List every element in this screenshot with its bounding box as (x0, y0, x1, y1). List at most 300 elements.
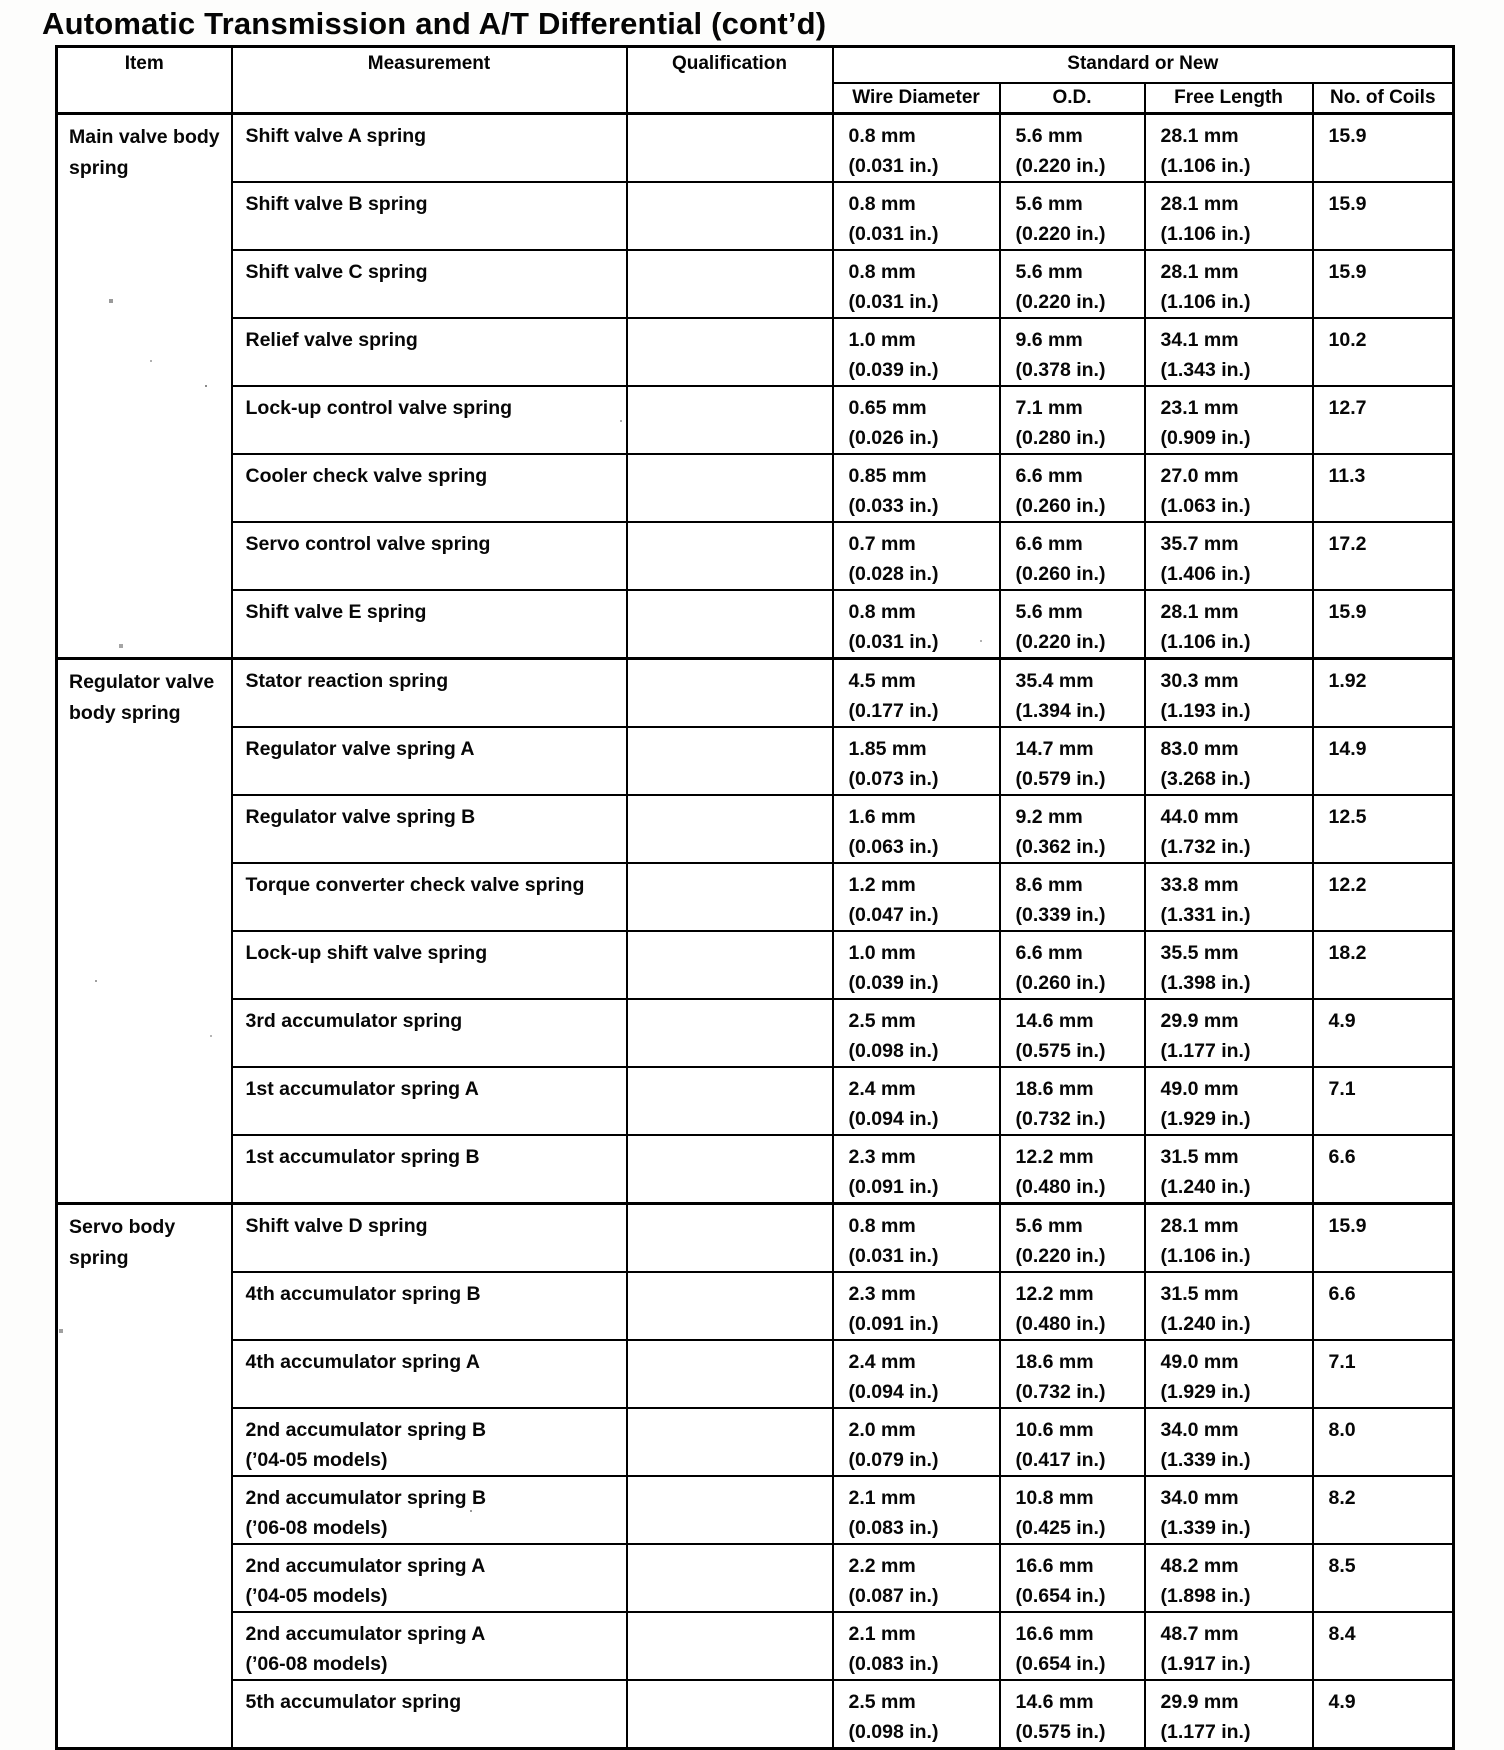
free-length-mm: 28.1 mm (1160, 261, 1239, 283)
od-mm: 18.6 mm (1015, 1351, 1094, 1373)
no-of-coils-cell: 4.9 (1313, 1680, 1454, 1749)
free-length-mm: 31.5 mm (1160, 1283, 1239, 1305)
od-mm: 18.6 mm (1015, 1078, 1094, 1100)
od-cell (1000, 1408, 1145, 1476)
measurement-text: Cooler check valve spring (245, 465, 488, 487)
item-label-line: body spring (69, 702, 181, 724)
measurement-model-note: (’06-08 models) (245, 1517, 388, 1539)
wire-diameter-in: (0.091 in.) (848, 1176, 939, 1198)
table-row (57, 1340, 1454, 1408)
scan-noise (0, 0, 2, 2)
measurement-cell (232, 250, 627, 318)
measurement-cell (232, 1612, 627, 1680)
no-of-coils-cell: 8.5 (1313, 1544, 1454, 1612)
od-mm: 35.4 mm (1015, 670, 1094, 692)
spec-table-body (57, 114, 1454, 1749)
measurement-cell (232, 1135, 627, 1204)
no-of-coils-cell: 10.2 (1313, 318, 1454, 386)
od-mm: 16.6 mm (1015, 1555, 1094, 1577)
wire-diameter-mm: 2.5 mm (848, 1010, 916, 1032)
od-mm: 12.2 mm (1015, 1146, 1094, 1168)
free-length-mm: 48.7 mm (1160, 1623, 1239, 1645)
free-length-mm: 28.1 mm (1160, 125, 1239, 147)
table-row (57, 727, 1454, 795)
measurement-text: 4th accumulator spring B (245, 1283, 481, 1305)
table-header (57, 47, 1454, 114)
measurement-text: Torque converter check valve spring (245, 874, 585, 896)
free-length-in: (1.106 in.) (1160, 1245, 1251, 1267)
free-length-mm: 48.2 mm (1160, 1555, 1239, 1577)
measurement-cell (232, 659, 627, 728)
measurement-cell (232, 1680, 627, 1749)
od-cell (1000, 114, 1145, 183)
wire-diameter-in: (0.033 in.) (848, 495, 939, 517)
header-row-top (57, 47, 1454, 83)
measurement-cell (232, 727, 627, 795)
qualification-cell (627, 659, 833, 728)
qualification-cell (627, 931, 833, 999)
no-of-coils-cell: 15.9 (1313, 1204, 1454, 1273)
wire-diameter-cell (833, 590, 1000, 659)
measurement-text: Stator reaction spring (245, 670, 449, 692)
measurement-cell (232, 1476, 627, 1544)
od-in: (0.417 in.) (1015, 1449, 1106, 1471)
qualification-cell (627, 1408, 833, 1476)
wire-diameter-in: (0.031 in.) (848, 1245, 939, 1267)
free-length-in: (1.732 in.) (1160, 836, 1251, 858)
measurement-model-note: (’04-05 models) (245, 1585, 388, 1607)
wire-diameter-in: (0.039 in.) (848, 359, 939, 381)
measurement-cell (232, 863, 627, 931)
table-row (57, 1272, 1454, 1340)
wire-diameter-cell (833, 727, 1000, 795)
od-in: (0.425 in.) (1015, 1517, 1106, 1539)
wire-diameter-cell (833, 250, 1000, 318)
wire-diameter-mm: 2.0 mm (848, 1419, 916, 1441)
free-length-in: (1.177 in.) (1160, 1040, 1251, 1062)
no-of-coils-cell: 6.6 (1313, 1272, 1454, 1340)
measurement-text: 2nd accumulator spring B (245, 1419, 487, 1441)
qualification-cell (627, 590, 833, 659)
wire-diameter-in: (0.063 in.) (848, 836, 939, 858)
od-cell (1000, 1135, 1145, 1204)
od-mm: 14.7 mm (1015, 738, 1094, 760)
free-length-cell (1145, 1544, 1313, 1612)
no-of-coils-cell: 12.2 (1313, 863, 1454, 931)
measurement-text: Shift valve E spring (245, 601, 427, 623)
wire-diameter-cell (833, 795, 1000, 863)
free-length-mm: 49.0 mm (1160, 1351, 1239, 1373)
spring-spec-table (55, 45, 1455, 1750)
no-of-coils-cell: 15.9 (1313, 182, 1454, 250)
od-in: (0.362 in.) (1015, 836, 1106, 858)
wire-diameter-mm: 0.8 mm (848, 261, 916, 283)
free-length-cell (1145, 659, 1313, 728)
table-row (57, 250, 1454, 318)
measurement-text: Servo control valve spring (245, 533, 491, 555)
wire-diameter-mm: 2.2 mm (848, 1555, 916, 1577)
od-mm: 14.6 mm (1015, 1010, 1094, 1032)
od-in: (0.732 in.) (1015, 1381, 1106, 1403)
free-length-in: (1.343 in.) (1160, 359, 1251, 381)
qualification-cell (627, 999, 833, 1067)
qualification-cell (627, 1067, 833, 1135)
wire-diameter-mm: 1.0 mm (848, 942, 916, 964)
free-length-cell (1145, 1476, 1313, 1544)
free-length-mm: 83.0 mm (1160, 738, 1239, 760)
wire-diameter-cell (833, 1476, 1000, 1544)
free-length-cell (1145, 590, 1313, 659)
od-cell (1000, 1612, 1145, 1680)
od-mm: 14.6 mm (1015, 1691, 1094, 1713)
measurement-text: Lock-up shift valve spring (245, 942, 488, 964)
no-of-coils-cell: 8.2 (1313, 1476, 1454, 1544)
table-row (57, 114, 1454, 183)
wire-diameter-cell (833, 1067, 1000, 1135)
header-wire-diameter: Wire Diameter (833, 83, 1000, 114)
free-length-cell (1145, 1408, 1313, 1476)
table-row (57, 1067, 1454, 1135)
free-length-cell (1145, 1612, 1313, 1680)
no-of-coils-cell: 11.3 (1313, 454, 1454, 522)
od-cell (1000, 1067, 1145, 1135)
wire-diameter-in: (0.039 in.) (848, 972, 939, 994)
wire-diameter-cell (833, 522, 1000, 590)
free-length-cell (1145, 863, 1313, 931)
wire-diameter-cell (833, 318, 1000, 386)
table-row (57, 863, 1454, 931)
od-cell (1000, 386, 1145, 454)
qualification-cell (627, 727, 833, 795)
no-of-coils-cell: 18.2 (1313, 931, 1454, 999)
header-item: Item (57, 47, 232, 114)
od-mm: 5.6 mm (1015, 125, 1083, 147)
wire-diameter-mm: 1.0 mm (848, 329, 916, 351)
od-mm: 5.6 mm (1015, 193, 1083, 215)
od-mm: 10.6 mm (1015, 1419, 1094, 1441)
table-row (57, 1135, 1454, 1204)
free-length-cell (1145, 1204, 1313, 1273)
od-mm: 9.6 mm (1015, 329, 1083, 351)
free-length-mm: 30.3 mm (1160, 670, 1239, 692)
wire-diameter-in: (0.028 in.) (848, 563, 939, 585)
wire-diameter-cell (833, 1204, 1000, 1273)
wire-diameter-in: (0.047 in.) (848, 904, 939, 926)
free-length-cell (1145, 250, 1313, 318)
od-mm: 10.8 mm (1015, 1487, 1094, 1509)
od-cell (1000, 659, 1145, 728)
table-row (57, 386, 1454, 454)
free-length-mm: 23.1 mm (1160, 397, 1239, 419)
wire-diameter-mm: 0.8 mm (848, 1215, 916, 1237)
od-cell (1000, 1340, 1145, 1408)
no-of-coils-cell: 8.4 (1313, 1612, 1454, 1680)
free-length-mm: 35.5 mm (1160, 942, 1239, 964)
od-in: (0.280 in.) (1015, 427, 1106, 449)
table-row (57, 1204, 1454, 1273)
table-row (57, 1680, 1454, 1749)
measurement-cell (232, 318, 627, 386)
no-of-coils-cell: 1.92 (1313, 659, 1454, 728)
item-label-line: spring (69, 1247, 129, 1269)
wire-diameter-in: (0.079 in.) (848, 1449, 939, 1471)
qualification-cell (627, 182, 833, 250)
qualification-cell (627, 318, 833, 386)
free-length-cell (1145, 1135, 1313, 1204)
free-length-mm: 28.1 mm (1160, 601, 1239, 623)
free-length-mm: 29.9 mm (1160, 1691, 1239, 1713)
wire-diameter-in: (0.087 in.) (848, 1585, 939, 1607)
wire-diameter-mm: 2.1 mm (848, 1487, 916, 1509)
free-length-cell (1145, 727, 1313, 795)
no-of-coils-cell: 15.9 (1313, 590, 1454, 659)
free-length-in: (1.106 in.) (1160, 155, 1251, 177)
wire-diameter-mm: 1.6 mm (848, 806, 916, 828)
od-cell (1000, 795, 1145, 863)
qualification-cell (627, 1135, 833, 1204)
no-of-coils-cell: 4.9 (1313, 999, 1454, 1067)
free-length-mm: 33.8 mm (1160, 874, 1239, 896)
measurement-cell (232, 1272, 627, 1340)
od-mm: 9.2 mm (1015, 806, 1083, 828)
od-in: (0.220 in.) (1015, 223, 1106, 245)
free-length-cell (1145, 522, 1313, 590)
measurement-text: Regulator valve spring B (245, 806, 476, 828)
wire-diameter-in: (0.177 in.) (848, 700, 939, 722)
wire-diameter-cell (833, 1612, 1000, 1680)
wire-diameter-mm: 0.8 mm (848, 601, 916, 623)
wire-diameter-mm: 0.8 mm (848, 193, 916, 215)
free-length-cell (1145, 1680, 1313, 1749)
measurement-model-note: (’04-05 models) (245, 1449, 388, 1471)
item-group-cell (57, 659, 232, 1204)
wire-diameter-mm: 1.85 mm (848, 738, 927, 760)
measurement-model-note: (’06-08 models) (245, 1653, 388, 1675)
qualification-cell (627, 1340, 833, 1408)
header-standard-or-new: Standard or New (833, 47, 1454, 83)
od-in: (0.220 in.) (1015, 631, 1106, 653)
od-cell (1000, 1544, 1145, 1612)
table-row (57, 182, 1454, 250)
qualification-cell (627, 522, 833, 590)
item-group-cell (57, 1204, 232, 1749)
od-in: (0.480 in.) (1015, 1176, 1106, 1198)
wire-diameter-cell (833, 931, 1000, 999)
free-length-in: (1.331 in.) (1160, 904, 1251, 926)
wire-diameter-mm: 2.3 mm (848, 1283, 916, 1305)
table-row (57, 590, 1454, 659)
wire-diameter-mm: 0.65 mm (848, 397, 927, 419)
measurement-text: 4th accumulator spring A (245, 1351, 480, 1373)
wire-diameter-mm: 1.2 mm (848, 874, 916, 896)
wire-diameter-in: (0.073 in.) (848, 768, 939, 790)
measurement-text: 1st accumulator spring B (245, 1146, 480, 1168)
qualification-cell (627, 114, 833, 183)
measurement-cell (232, 454, 627, 522)
qualification-cell (627, 250, 833, 318)
od-in: (0.378 in.) (1015, 359, 1106, 381)
free-length-cell (1145, 931, 1313, 999)
wire-diameter-cell (833, 1544, 1000, 1612)
no-of-coils-cell: 7.1 (1313, 1340, 1454, 1408)
wire-diameter-mm: 2.1 mm (848, 1623, 916, 1645)
od-cell (1000, 318, 1145, 386)
free-length-in: (0.909 in.) (1160, 427, 1251, 449)
item-label-line: Servo body (69, 1216, 176, 1238)
qualification-cell (627, 1272, 833, 1340)
table-row (57, 1476, 1454, 1544)
measurement-text: Shift valve D spring (245, 1215, 428, 1237)
free-length-in: (1.898 in.) (1160, 1585, 1251, 1607)
od-cell (1000, 863, 1145, 931)
table-row (57, 454, 1454, 522)
wire-diameter-in: (0.098 in.) (848, 1721, 939, 1743)
wire-diameter-in: (0.083 in.) (848, 1517, 939, 1539)
free-length-mm: 49.0 mm (1160, 1078, 1239, 1100)
free-length-mm: 28.1 mm (1160, 193, 1239, 215)
no-of-coils-cell: 12.5 (1313, 795, 1454, 863)
wire-diameter-cell (833, 1680, 1000, 1749)
od-cell (1000, 454, 1145, 522)
wire-diameter-cell (833, 863, 1000, 931)
free-length-mm: 27.0 mm (1160, 465, 1239, 487)
od-cell (1000, 1476, 1145, 1544)
od-in: (0.579 in.) (1015, 768, 1106, 790)
od-in: (0.339 in.) (1015, 904, 1106, 926)
free-length-cell (1145, 1272, 1313, 1340)
od-mm: 6.6 mm (1015, 533, 1083, 555)
wire-diameter-mm: 2.4 mm (848, 1078, 916, 1100)
no-of-coils-cell: 17.2 (1313, 522, 1454, 590)
measurement-cell (232, 1544, 627, 1612)
od-mm: 16.6 mm (1015, 1623, 1094, 1645)
free-length-cell (1145, 114, 1313, 183)
qualification-cell (627, 1476, 833, 1544)
od-in: (0.732 in.) (1015, 1108, 1106, 1130)
qualification-cell (627, 1612, 833, 1680)
wire-diameter-cell (833, 182, 1000, 250)
qualification-cell (627, 454, 833, 522)
table-row (57, 522, 1454, 590)
no-of-coils-cell: 7.1 (1313, 1067, 1454, 1135)
measurement-text: 2nd accumulator spring A (245, 1623, 486, 1645)
measurement-cell (232, 386, 627, 454)
table-row (57, 659, 1454, 728)
measurement-cell (232, 114, 627, 183)
no-of-coils-cell: 12.7 (1313, 386, 1454, 454)
qualification-cell (627, 386, 833, 454)
wire-diameter-cell (833, 659, 1000, 728)
table-row (57, 318, 1454, 386)
wire-diameter-in: (0.094 in.) (848, 1381, 939, 1403)
wire-diameter-in: (0.031 in.) (848, 155, 939, 177)
od-mm: 6.6 mm (1015, 465, 1083, 487)
od-cell (1000, 1272, 1145, 1340)
od-mm: 5.6 mm (1015, 261, 1083, 283)
od-mm: 5.6 mm (1015, 601, 1083, 623)
free-length-cell (1145, 386, 1313, 454)
measurement-text: Shift valve A spring (245, 125, 427, 147)
wire-diameter-cell (833, 1340, 1000, 1408)
measurement-cell (232, 1340, 627, 1408)
item-label-line: Regulator valve (69, 671, 215, 693)
free-length-cell (1145, 454, 1313, 522)
free-length-mm: 35.7 mm (1160, 533, 1239, 555)
measurement-text: 1st accumulator spring A (245, 1078, 479, 1100)
measurement-cell (232, 1408, 627, 1476)
table-row (57, 999, 1454, 1067)
wire-diameter-in: (0.083 in.) (848, 1653, 939, 1675)
free-length-in: (1.240 in.) (1160, 1313, 1251, 1335)
free-length-cell (1145, 1067, 1313, 1135)
measurement-text: Shift valve C spring (245, 261, 428, 283)
item-group-cell (57, 114, 232, 659)
measurement-cell (232, 931, 627, 999)
od-mm: 5.6 mm (1015, 1215, 1083, 1237)
free-length-in: (1.339 in.) (1160, 1517, 1251, 1539)
od-cell (1000, 590, 1145, 659)
od-in: (0.220 in.) (1015, 291, 1106, 313)
wire-diameter-in: (0.031 in.) (848, 631, 939, 653)
wire-diameter-in: (0.098 in.) (848, 1040, 939, 1062)
wire-diameter-in: (0.091 in.) (848, 1313, 939, 1335)
od-in: (1.394 in.) (1015, 700, 1106, 722)
free-length-cell (1145, 795, 1313, 863)
free-length-mm: 34.0 mm (1160, 1487, 1239, 1509)
measurement-cell (232, 182, 627, 250)
table-row (57, 1544, 1454, 1612)
free-length-mm: 28.1 mm (1160, 1215, 1239, 1237)
header-measurement: Measurement (232, 47, 627, 114)
free-length-in: (1.106 in.) (1160, 631, 1251, 653)
wire-diameter-mm: 2.5 mm (848, 1691, 916, 1713)
od-mm: 6.6 mm (1015, 942, 1083, 964)
free-length-in: (3.268 in.) (1160, 768, 1251, 790)
free-length-cell (1145, 999, 1313, 1067)
wire-diameter-cell (833, 386, 1000, 454)
header-free-length: Free Length (1145, 83, 1313, 114)
free-length-in: (1.929 in.) (1160, 1381, 1251, 1403)
measurement-cell (232, 1067, 627, 1135)
wire-diameter-cell (833, 1135, 1000, 1204)
measurement-cell (232, 590, 627, 659)
table-row (57, 1408, 1454, 1476)
wire-diameter-mm: 0.85 mm (848, 465, 927, 487)
item-label-line: spring (69, 157, 129, 179)
free-length-in: (1.917 in.) (1160, 1653, 1251, 1675)
no-of-coils-cell: 6.6 (1313, 1135, 1454, 1204)
qualification-cell (627, 795, 833, 863)
measurement-cell (232, 795, 627, 863)
od-in: (0.654 in.) (1015, 1585, 1106, 1607)
measurement-cell (232, 999, 627, 1067)
wire-diameter-mm: 4.5 mm (848, 670, 916, 692)
measurement-text: Lock-up control valve spring (245, 397, 513, 419)
od-cell (1000, 1680, 1145, 1749)
wire-diameter-mm: 0.7 mm (848, 533, 916, 555)
measurement-text: 3rd accumulator spring (245, 1010, 463, 1032)
free-length-in: (1.106 in.) (1160, 291, 1251, 313)
free-length-mm: 44.0 mm (1160, 806, 1239, 828)
free-length-in: (1.193 in.) (1160, 700, 1251, 722)
wire-diameter-cell (833, 1408, 1000, 1476)
qualification-cell (627, 1544, 833, 1612)
wire-diameter-mm: 0.8 mm (848, 125, 916, 147)
wire-diameter-cell (833, 454, 1000, 522)
od-in: (0.220 in.) (1015, 1245, 1106, 1267)
od-in: (0.260 in.) (1015, 563, 1106, 585)
header-qualification: Qualification (627, 47, 833, 114)
